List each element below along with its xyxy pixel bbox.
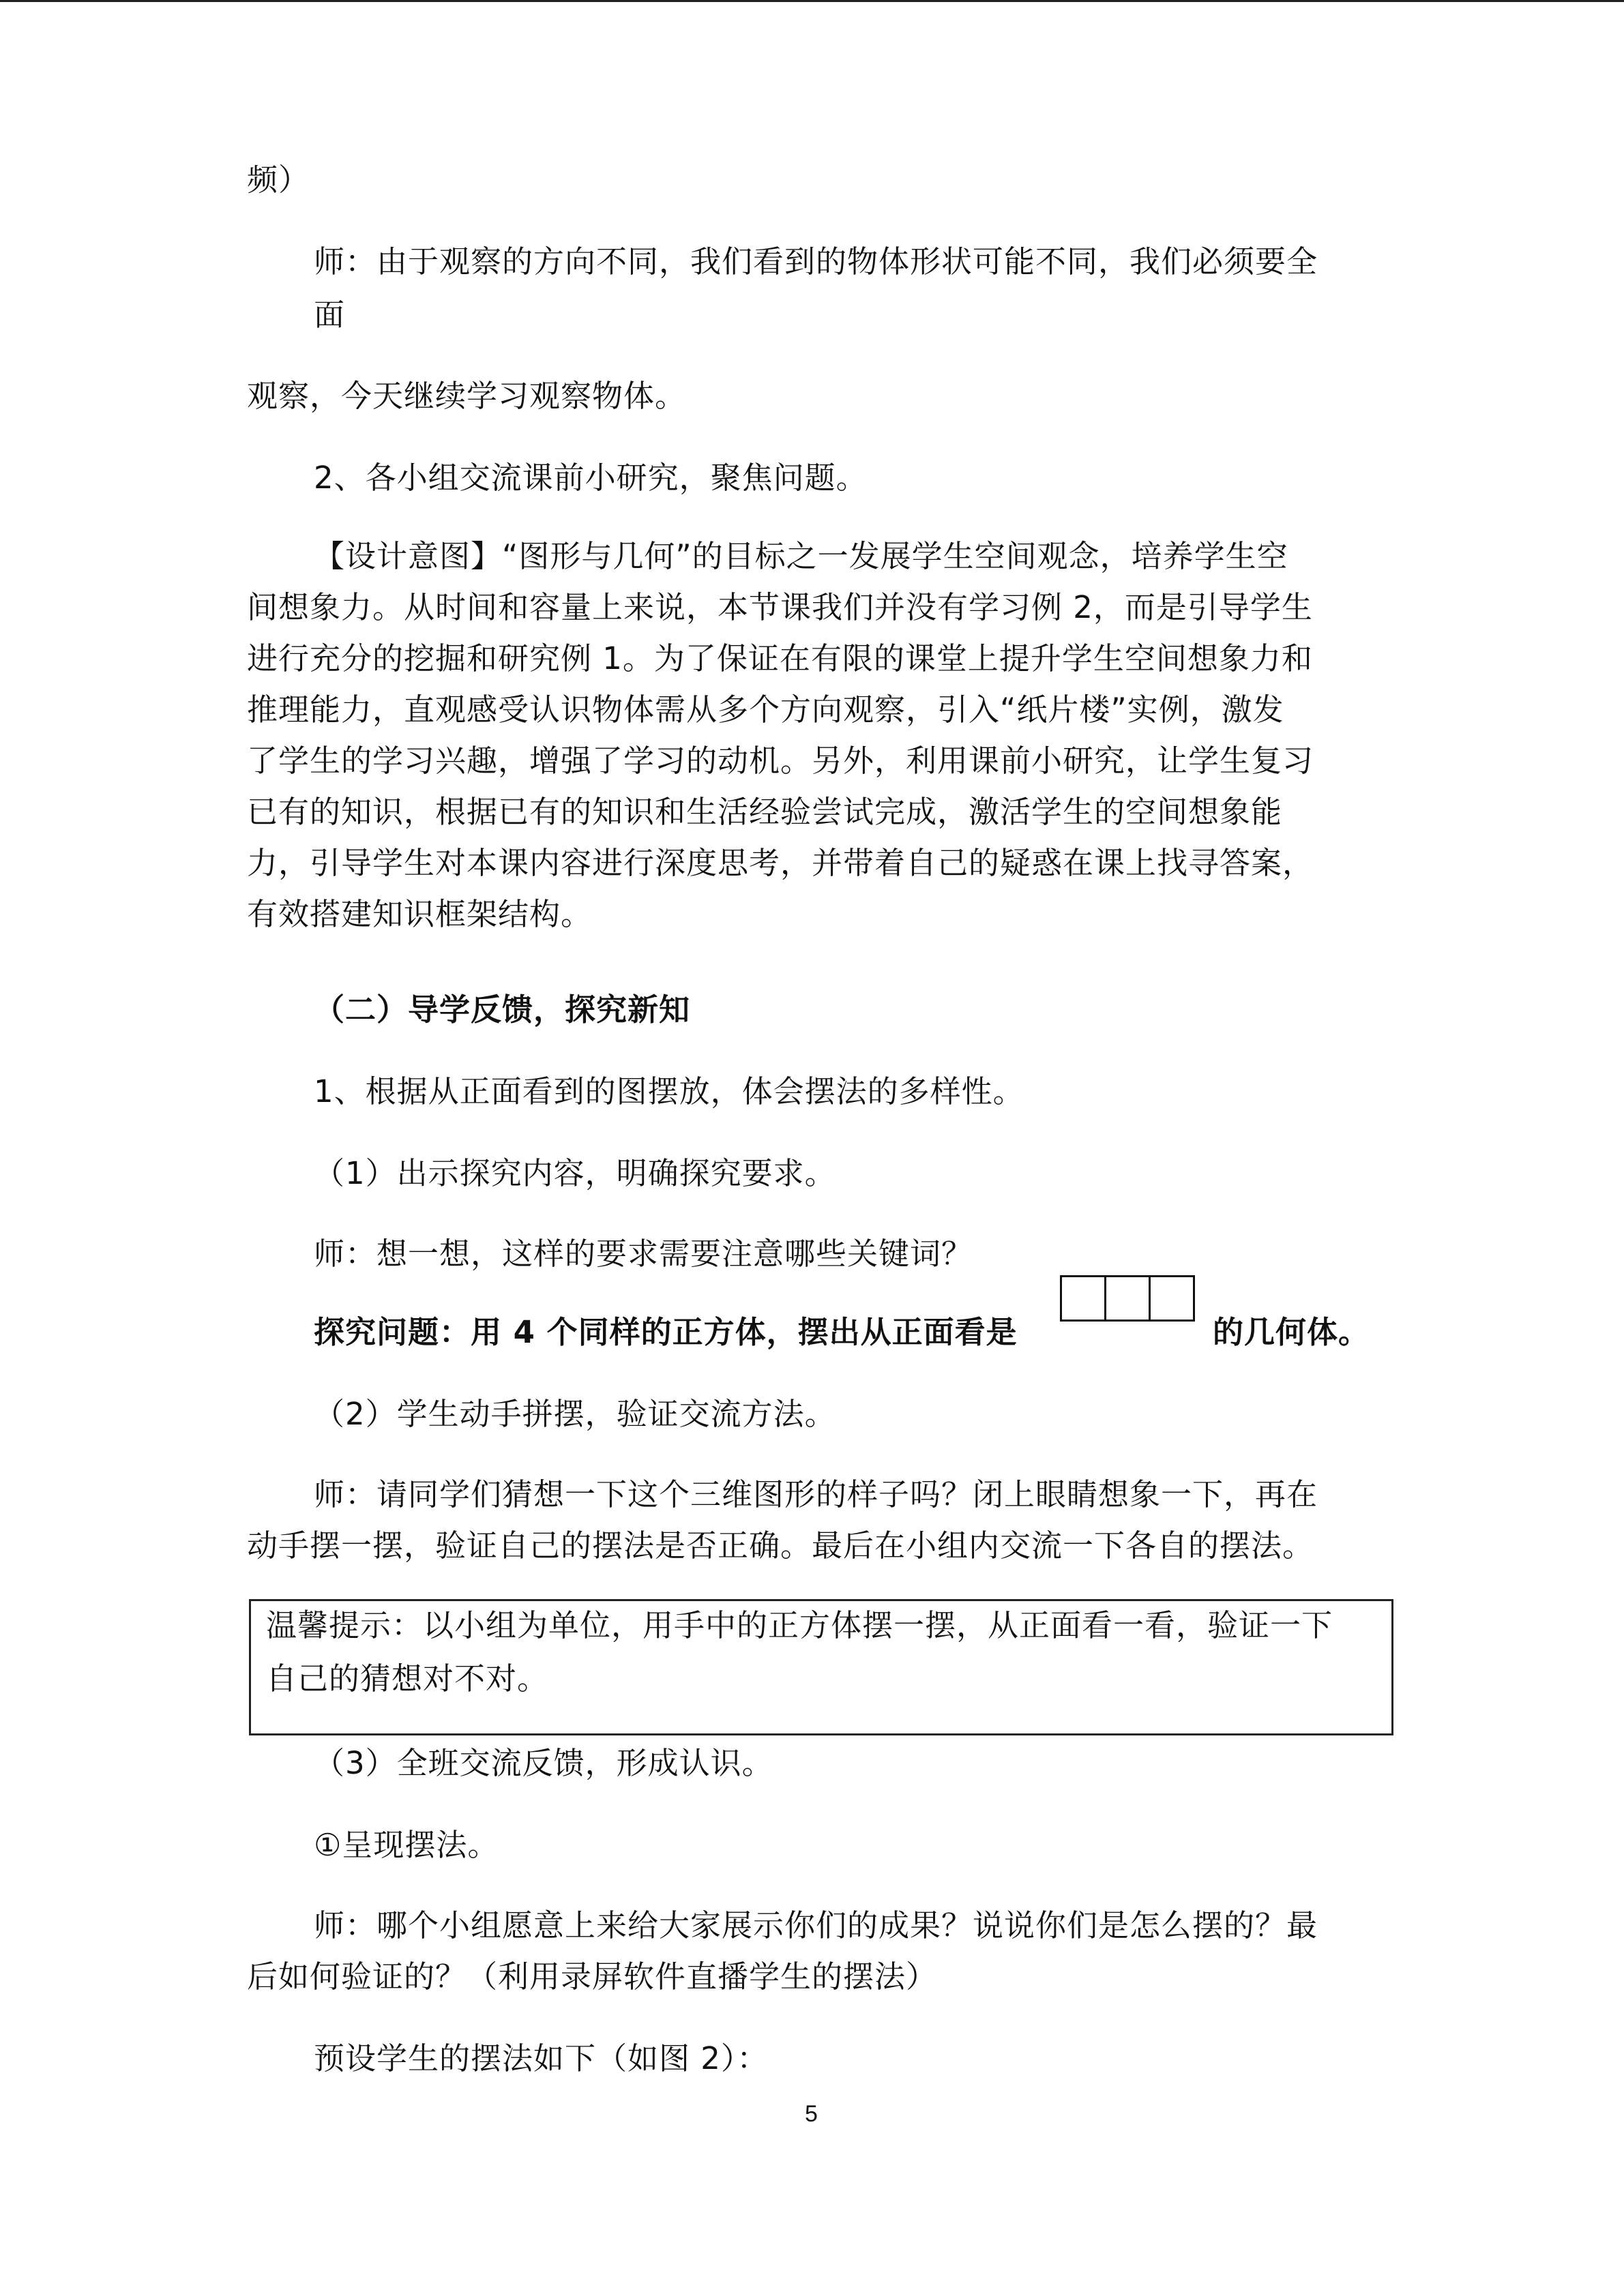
cube-square xyxy=(1060,1275,1106,1322)
text-line: 师：哪个小组愿意上来给大家展示你们的成果？说说你们是怎么摆的？最 xyxy=(314,1907,1318,1943)
page-number: 5 xyxy=(805,2101,818,2127)
text-line: 2、各小组交流课前小研究，聚焦问题。 xyxy=(314,460,868,496)
design-intent-line: 力，引导学生对本课内容进行深度思考，并带着自己的疑惑在课上找寻答案， xyxy=(247,845,1314,881)
text-line: 频） xyxy=(247,162,310,198)
text-line: ①呈现摆法。 xyxy=(314,1827,499,1863)
design-intent-line: 已有的知识，根据已有的知识和生活经验尝试完成，激活学生的空间想象能 xyxy=(247,794,1283,830)
text-line: 师：想一想，这样的要求需要注意哪些关键词？ xyxy=(314,1236,973,1272)
design-intent-line: 【设计意图】“图形与几何”的目标之一发展学生空间观念，培养学生空 xyxy=(314,538,1288,574)
text-line: 面 xyxy=(314,297,346,333)
text-line: （2）学生动手拼摆，验证交流方法。 xyxy=(314,1396,836,1432)
design-intent-line: 了学生的学习兴趣，增强了学习的动机。另外，利用课前小研究，让学生复习 xyxy=(247,743,1314,779)
cube-square xyxy=(1104,1275,1151,1322)
text-line: 预设学生的摆法如下（如图 2）： xyxy=(314,2040,769,2076)
text-line: 1、根据从正面看到的图摆放，体会摆法的多样性。 xyxy=(314,1073,1024,1109)
cube-square xyxy=(1149,1275,1195,1322)
text-line: 动手摆一摆，验证自己的摆法是否正确。最后在小组内交流一下各自的摆法。 xyxy=(247,1527,1314,1564)
design-intent-line: 进行充分的挖掘和研究例 1。为了保证在有限的课堂上提升学生空间想象力和 xyxy=(247,640,1313,676)
text-line: （3）全班交流反馈，形成认识。 xyxy=(314,1745,773,1781)
text-line: （1）出示探究内容，明确探究要求。 xyxy=(314,1155,836,1191)
top-border xyxy=(0,0,1624,2)
front-view-cubes-figure xyxy=(1060,1275,1193,1322)
tip-text: 自己的猜想对不对。 xyxy=(266,1660,549,1697)
text-line: 观察，今天继续学习观察物体。 xyxy=(247,378,687,414)
section-heading: （二）导学反馈，探究新知 xyxy=(314,992,691,1028)
text-line: 师：请同学们猜想一下这个三维图形的样子吗？闭上眼睛想象一下，再在 xyxy=(314,1476,1318,1512)
design-intent-line: 推理能力，直观感受认识物体需从多个方向观察，引入“纸片楼”实例，激发 xyxy=(247,691,1284,728)
text-line: 师：由于观察的方向不同，我们看到的物体形状可能不同，我们必须要全 xyxy=(314,243,1318,280)
tip-text: 温馨提示：以小组为单位，用手中的正方体摆一摆，从正面看一看，验证一下 xyxy=(266,1607,1333,1643)
design-intent-line: 有效搭建知识框架结构。 xyxy=(247,896,593,932)
inquiry-question: 探究问题：用 4 个同样的正方体，摆出从正面看是 xyxy=(314,1314,1018,1350)
text-line: 后如何验证的？（利用录屏软件直播学生的摆法） xyxy=(247,1958,938,1995)
inquiry-question-tail: 的几何体。 xyxy=(1213,1314,1370,1350)
design-intent-line: 间想象力。从时间和容量上来说，本节课我们并没有学习例 2，而是引导学生 xyxy=(247,589,1313,625)
